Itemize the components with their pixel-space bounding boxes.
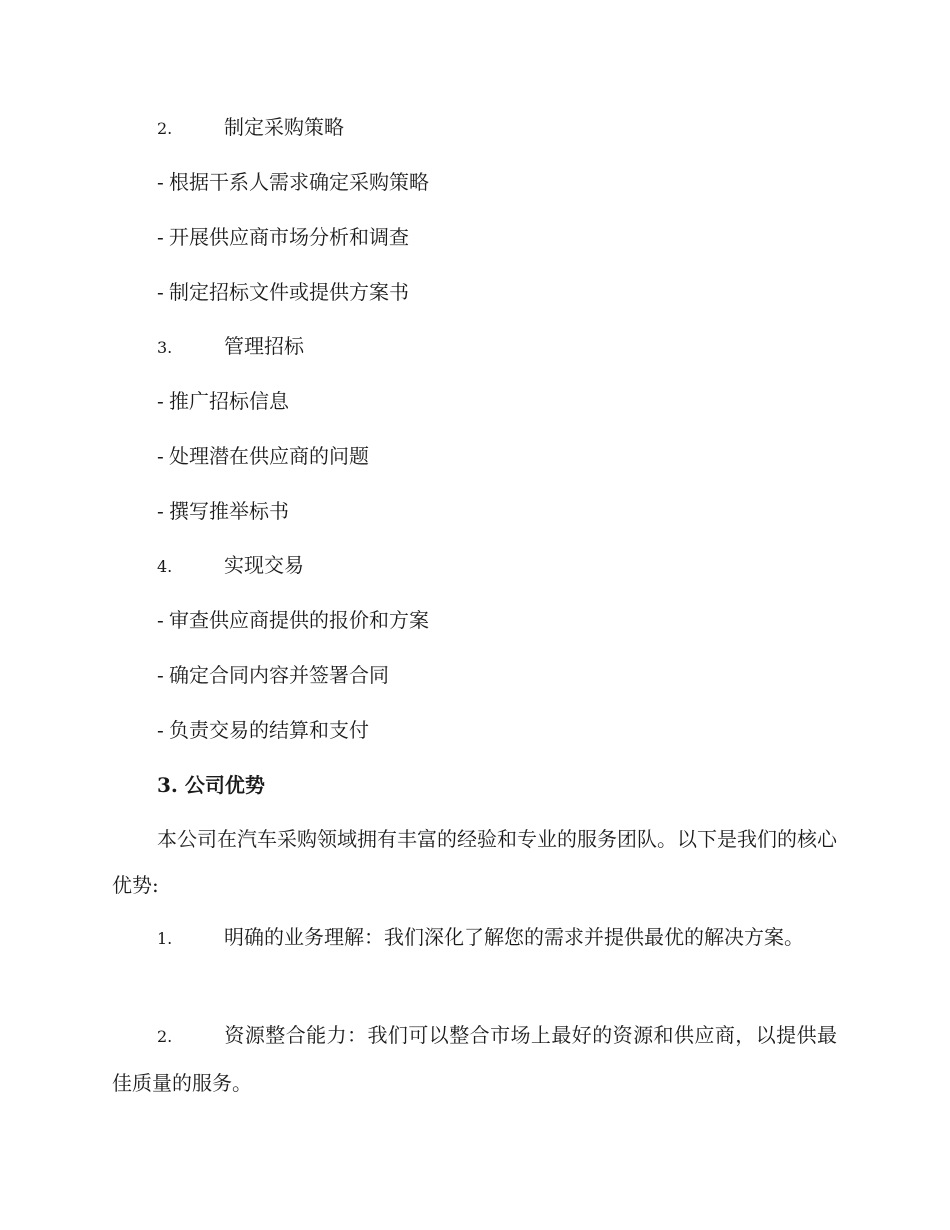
step-title: 实现交易 — [224, 553, 304, 577]
advantage-number: 1. — [157, 929, 173, 948]
advantage-item — [112, 1012, 837, 1106]
step-number: 2. — [157, 119, 173, 138]
list-item — [157, 660, 389, 690]
list-item — [157, 496, 289, 526]
dash-bullet: - — [157, 280, 164, 304]
list-item-text: 开展供应商市场分析和调查 — [169, 225, 409, 249]
list-item — [157, 386, 289, 416]
list-item-text: 撰写推举标书 — [169, 499, 289, 523]
list-item-text: 审查供应商提供的报价和方案 — [169, 608, 429, 632]
dash-bullet: - — [157, 499, 164, 523]
list-item-text: 处理潜在供应商的问题 — [169, 444, 369, 468]
list-item — [157, 441, 369, 471]
list-item — [157, 222, 409, 252]
step-heading — [157, 550, 304, 582]
list-item — [157, 167, 429, 197]
list-item — [157, 605, 429, 635]
dash-bullet: - — [157, 170, 164, 194]
advantage-text: 资源整合能力：我们可以整合市场上最好的资源和供应商，以提供最佳质量的服务。 — [112, 1023, 837, 1095]
dash-bullet: - — [157, 444, 164, 468]
dash-bullet: - — [157, 608, 164, 632]
list-item-text: 负责交易的结算和支付 — [169, 718, 369, 742]
step-number: 3. — [157, 338, 173, 357]
list-item-text: 制定招标文件或提供方案书 — [169, 280, 409, 304]
list-item-text: 根据干系人需求确定采购策略 — [169, 170, 429, 194]
dash-bullet: - — [157, 718, 164, 742]
list-item — [157, 715, 369, 745]
list-item-text: 推广招标信息 — [169, 389, 289, 413]
step-heading — [157, 112, 344, 144]
list-item-text: 确定合同内容并签署合同 — [169, 663, 389, 687]
dash-bullet: - — [157, 225, 164, 249]
step-title: 制定采购策略 — [224, 115, 344, 139]
list-item — [157, 277, 409, 307]
section-heading: 3. 公司优势 — [157, 773, 265, 797]
advantage-number: 2. — [157, 1027, 173, 1046]
advantage-text: 明确的业务理解：我们深化了解您的需求并提供最优的解决方案。 — [224, 925, 804, 949]
advantage-item — [112, 914, 837, 962]
step-title: 管理招标 — [224, 334, 304, 358]
dash-bullet: - — [157, 663, 164, 687]
intro-paragraph: 本公司在汽车采购领域拥有丰富的经验和专业的服务团队。以下是我们的核心优势: — [112, 827, 837, 897]
step-heading — [157, 331, 304, 363]
step-number: 4. — [157, 557, 173, 576]
dash-bullet: - — [157, 389, 164, 413]
